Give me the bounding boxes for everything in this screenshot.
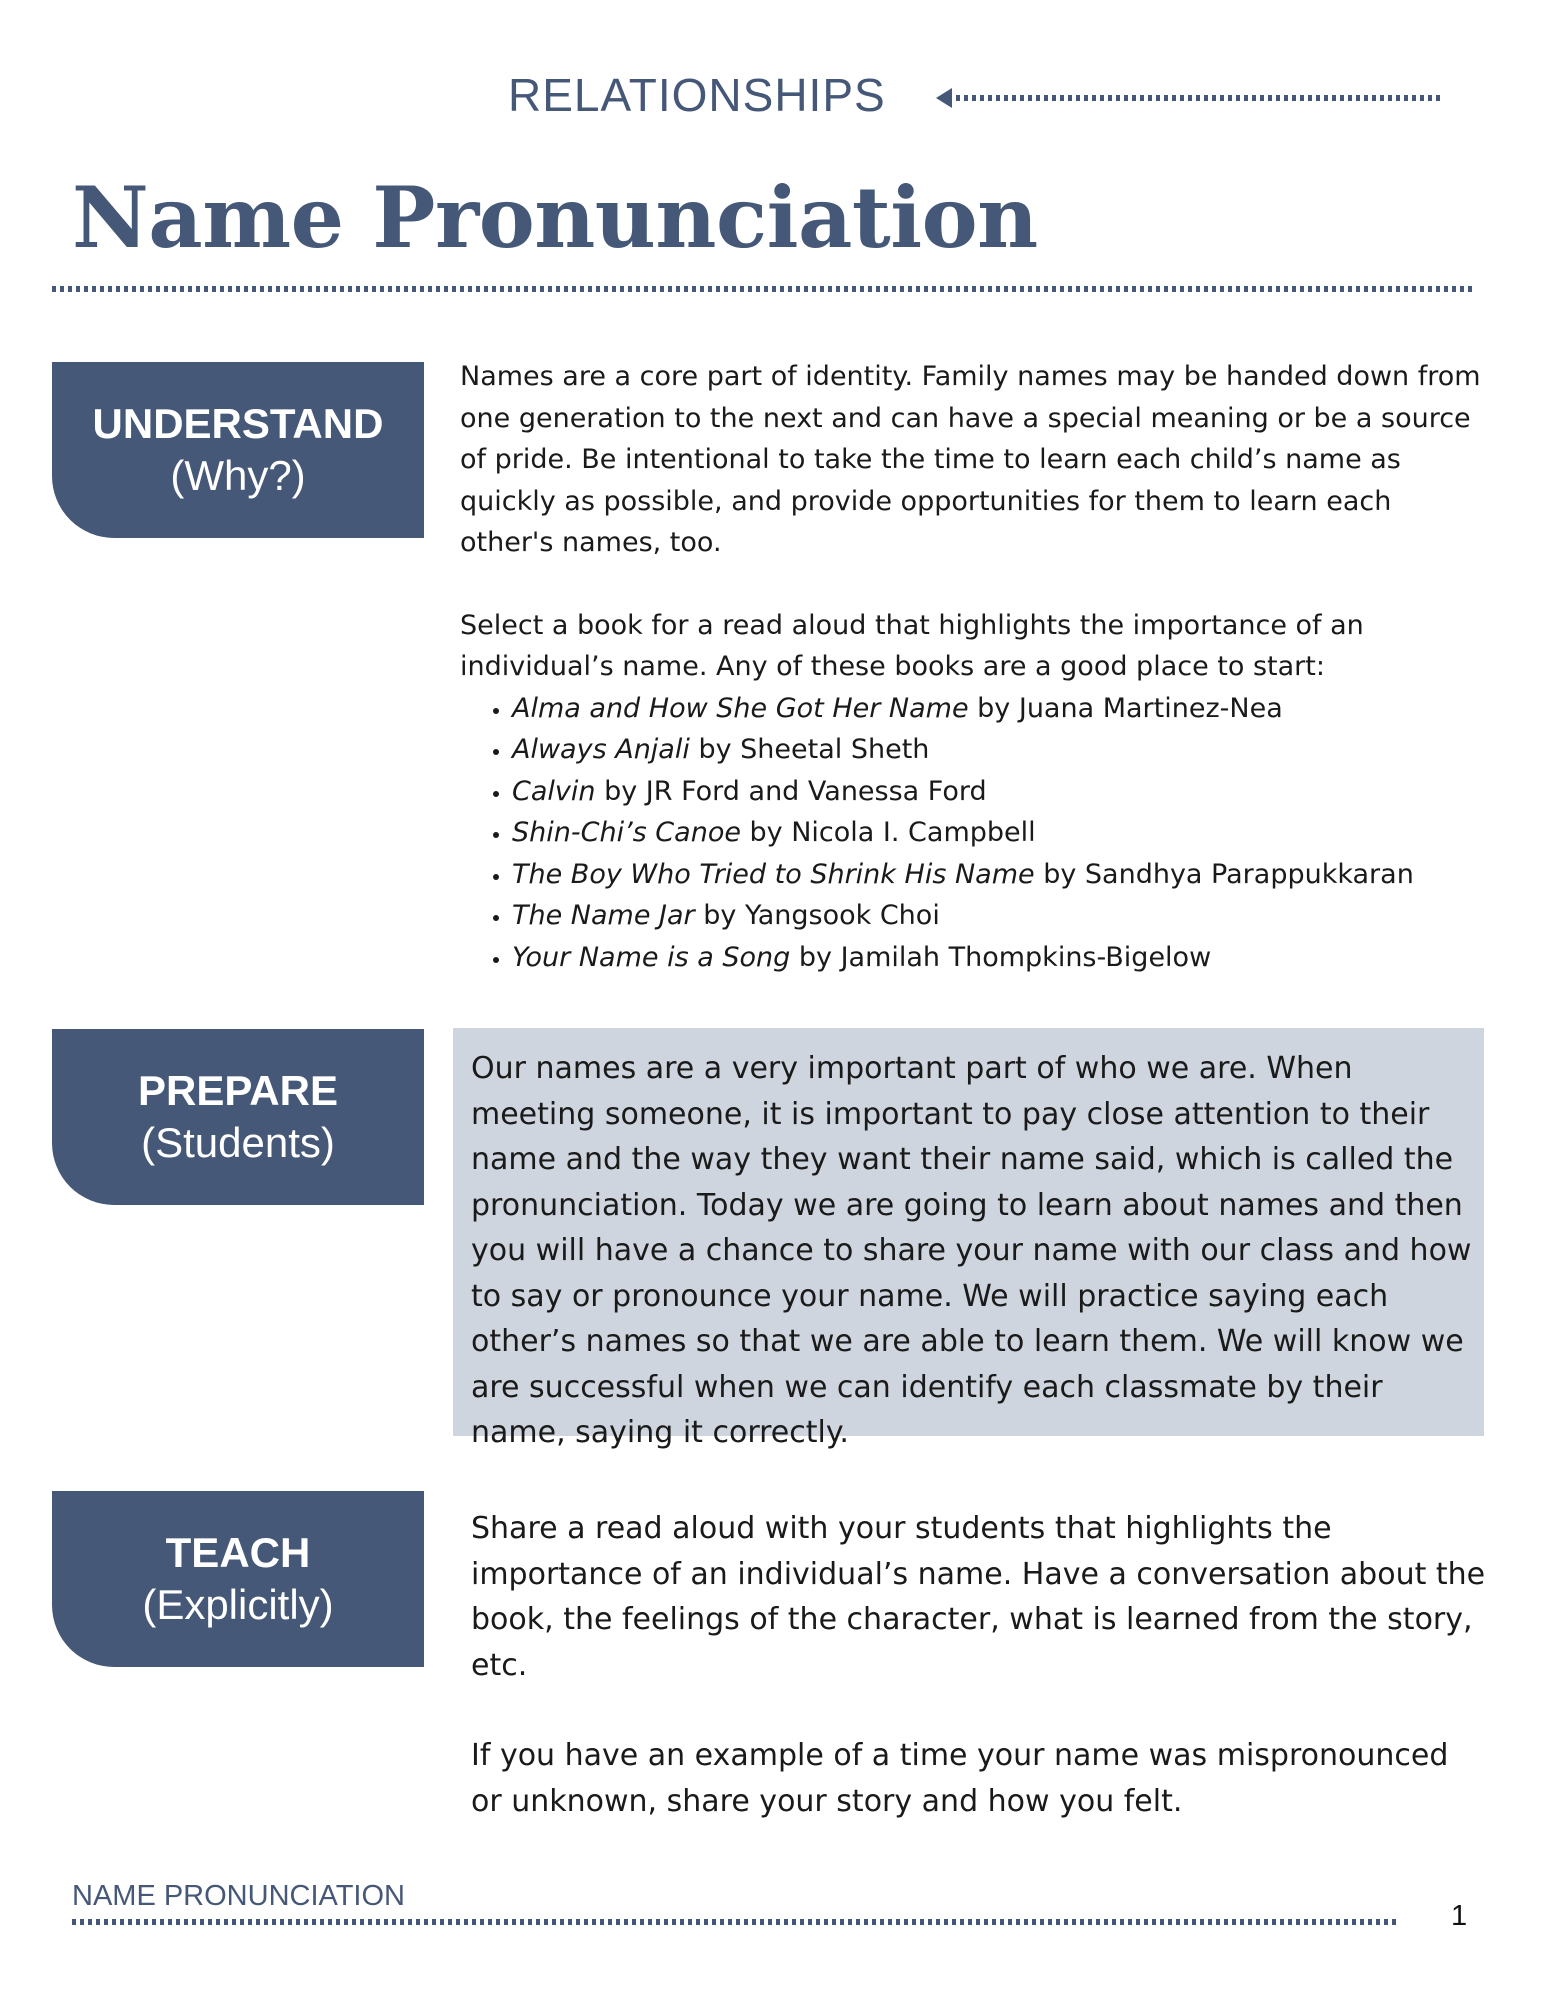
book-list [460,688,1490,979]
book-author: by Yangsook Choi [694,900,940,931]
list-item [512,812,1490,854]
prepare-subtitle: (Students) [141,1119,335,1166]
teach-paragraph: If you have an example of a time your name was mispronounced or unknown, share your story and how you felt. [471,1738,1449,1819]
book-title: Always Anjali [512,734,690,765]
teach-body [471,1506,1486,1824]
list-item [512,688,1490,730]
book-author: by Sandhya Parappukkaran [1034,858,1414,890]
understand-paragraph: Select a book for a read aloud that highlights the importance of an individual’s name. Any of these books are a good place to start: [460,609,1364,682]
page-title: Name Pronunciation [72,168,1038,267]
list-item [512,937,1490,979]
understand-subtitle: (Why?) [170,452,306,499]
book-title: The Boy Who Tried to Shrink His Name [512,858,1035,890]
book-author: by JR Ford and Vanessa Ford [595,775,987,807]
teach-subtitle: (Explicitly) [142,1581,334,1628]
teach-title: TEACH [165,1529,311,1576]
list-item [512,854,1490,896]
prepare-label [52,1029,424,1205]
title-divider [52,286,1472,292]
prepare-script-box [453,1028,1484,1450]
book-title: Shin-Chi’s Canoe [512,817,741,848]
understand-body [460,356,1490,978]
book-title: The Name Jar [512,900,695,931]
book-author: by Jamilah Thompkins-Bigelow [790,941,1212,973]
book-title: Your Name is a Song [512,941,791,973]
left-arrow-dotted-icon [936,86,1446,110]
page-number: 1 [1451,1900,1468,1932]
teach-label [52,1491,424,1667]
book-title: Alma and How She Got Her Name [512,692,969,724]
footer-label: NAME PRONUNCIATION [72,1880,405,1912]
footer-divider [72,1919,1397,1925]
book-title: Calvin [512,775,596,807]
list-item [512,729,1490,771]
book-author: by Nicola I. Campbell [740,817,1036,848]
book-author: by Sheetal Sheth [689,734,930,765]
list-item [512,895,1490,937]
prepare-script: Our names are a very important part of who we are. When meeting someone, it is important to pay close attention to their name and the way they want their name said, which is called the pronunciation. Today we are going to learn about names and then you will have a chance to share your name with our class and how to say or pronounce your name. We will practice saying each other’s names so that we are able to learn them. We will know we are successful when we can identify each classmate by their name, saying it correctly. [471,1051,1472,1450]
prepare-title: PREPARE [138,1067,338,1114]
section-category: RELATIONSHIPS [508,69,886,121]
book-author: by Juana Martinez-Nea [968,692,1283,724]
understand-title: UNDERSTAND [92,400,384,447]
teach-paragraph: Share a read aloud with your students that highlights the importance of an individual’s name. Have a conversation about the book, the feelings of the character, what is learned from the story, etc. [471,1511,1486,1683]
list-item [512,771,1490,813]
understand-paragraph: Names are a core part of identity. Family names may be handed down from one generation to the next and can have a special meaning or be a source of pride. Be intentional to take the time to learn each child’s name as quickly as possible, and provide opportunities for them to learn each other's names, too. [460,361,1481,558]
understand-label [52,362,424,538]
